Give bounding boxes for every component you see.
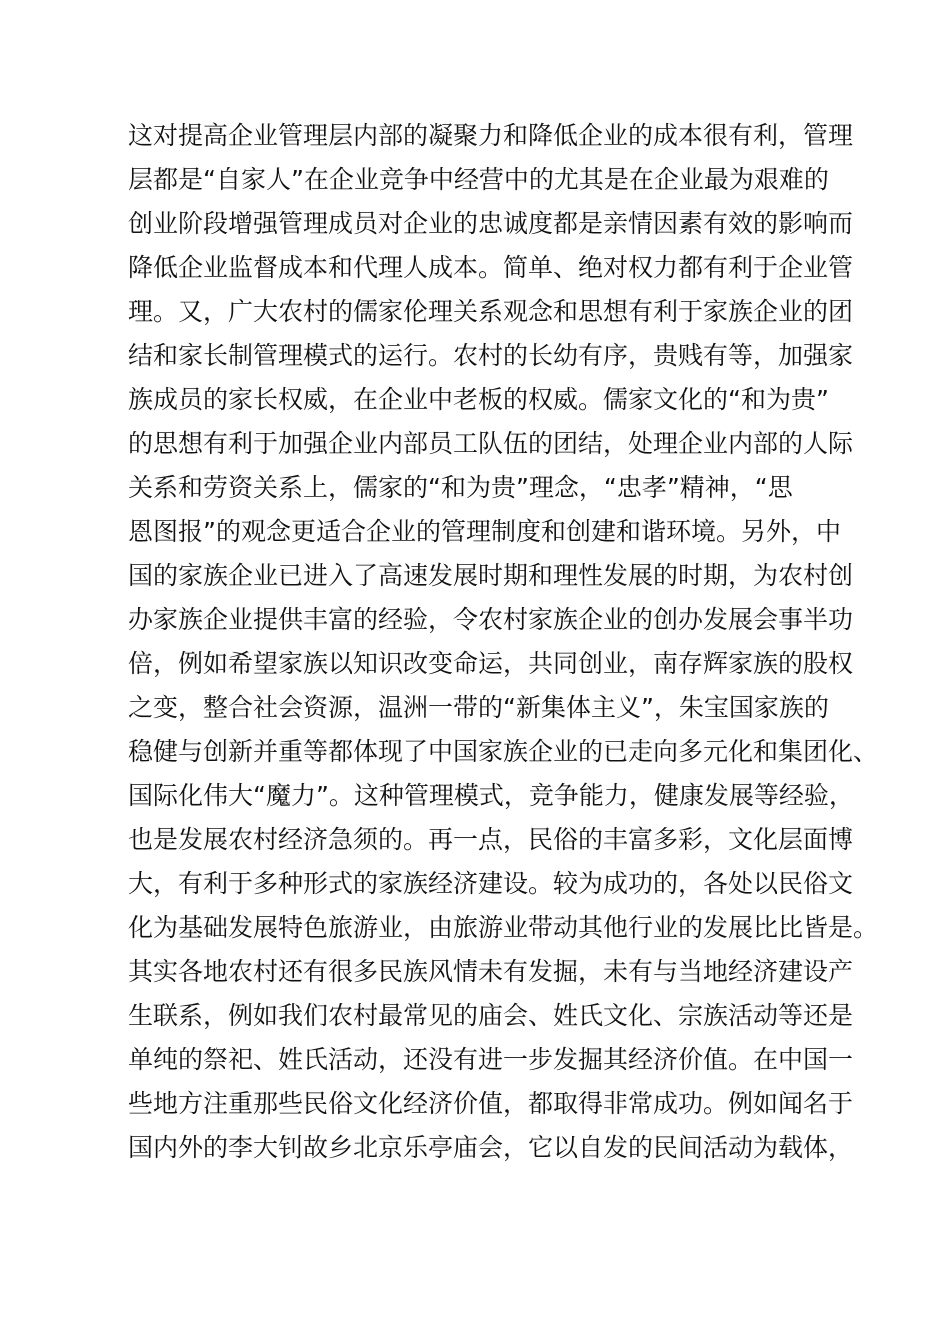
text-line: 办家族企业提供丰富的经验，令农村家族企业的创办发展会事半功 — [128, 605, 854, 634]
text-line: 化为基础发展特色旅游业，由旅游业带动其他行业的发展比比皆是。 — [128, 913, 879, 942]
text-line: 国内外的李大钊故乡北京乐亭庙会，它以自发的民间活动为载体， — [128, 1133, 854, 1162]
text-line: 也是发展农村经济急须的。再一点，民俗的丰富多彩，文化层面博 — [128, 825, 854, 854]
text-line: 生联系，例如我们农村最常见的庙会、姓氏文化、宗族活动等还是 — [128, 1001, 854, 1030]
body-paragraph — [128, 114, 879, 1170]
text-line: 单纯的祭祀、姓氏活动，还没有进一步发掘其经济价值。在中国一 — [128, 1045, 854, 1074]
text-line: 族成员的家长权威，在企业中老板的权威。儒家文化的“和为贵” — [128, 385, 829, 414]
text-line: 理。又，广大农村的儒家伦理关系观念和思想有利于家族企业的团 — [128, 297, 854, 326]
text-line: 层都是“自家人”在企业竞争中经营中的尤其是在企业最为艰难的 — [128, 165, 829, 194]
text-line: 国的家族企业已进入了高速发展时期和理性发展的时期，为农村创 — [128, 561, 854, 590]
text-line: 恩图报”的观念更适合企业的管理制度和创建和谐环境。另外，中 — [128, 517, 841, 546]
text-line: 大，有利于多种形式的家族经济建设。较为成功的，各处以民俗文 — [128, 869, 854, 898]
text-line: 其实各地农村还有很多民族风情未有发掘，未有与当地经济建设产 — [128, 957, 854, 986]
text-line: 关系和劳资关系上，儒家的“和为贵”理念，“忠孝”精神，“思 — [128, 473, 793, 502]
text-line: 的思想有利于加强企业内部员工队伍的团结，处理企业内部的人际 — [128, 429, 854, 458]
text-line: 倍，例如希望家族以知识改变命运，共同创业，南存辉家族的股权 — [128, 649, 854, 678]
text-line: 些地方注重那些民俗文化经济价值，都取得非常成功。例如闻名于 — [128, 1089, 854, 1118]
text-line: 之变，整合社会资源，温洲一带的“新集体主义”，朱宝国家族的 — [128, 693, 829, 722]
text-line: 稳健与创新并重等都体现了中国家族企业的已走向多元化和集团化、 — [128, 737, 879, 766]
text-line: 国际化伟大“魔力”。这种管理模式，竞争能力，健康发展等经验， — [128, 781, 854, 810]
text-line: 创业阶段增强管理成员对企业的忠诚度都是亲情因素有效的影响而 — [128, 209, 854, 238]
text-line: 结和家长制管理模式的运行。农村的长幼有序，贵贱有等，加强家 — [128, 341, 854, 370]
text-line: 降低企业监督成本和代理人成本。简单、绝对权力都有利于企业管 — [128, 253, 854, 282]
text-line: 这对提高企业管理层内部的凝聚力和降低企业的成本很有利，管理 — [128, 121, 854, 150]
